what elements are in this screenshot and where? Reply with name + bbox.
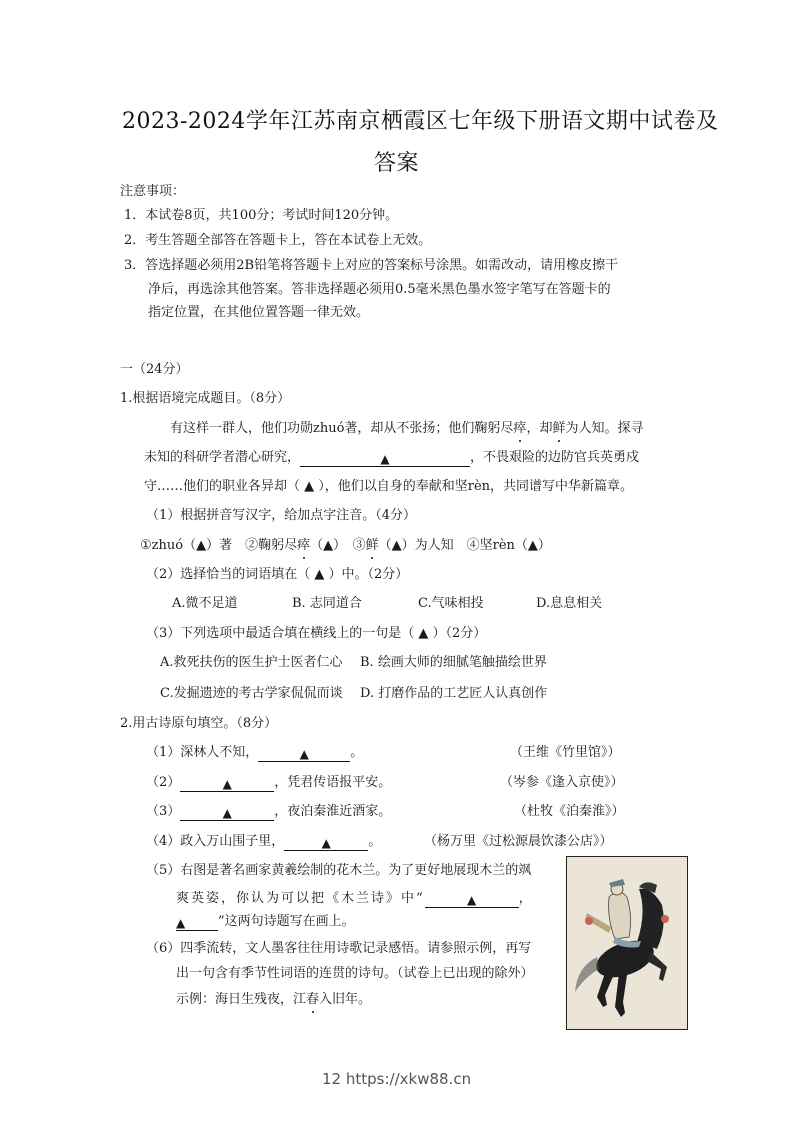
question-2-heading: 2.用古诗原句填空。（8分）: [120, 716, 278, 731]
document-title-line1: 2023-2024学年江苏南京栖霞区七年级下册语文期中试卷及: [122, 109, 719, 134]
answer-blank[interactable]: ▲: [425, 891, 519, 908]
poem-fill-item: [146, 774, 391, 792]
answer-blank[interactable]: ▲: [180, 775, 274, 792]
answer-blank[interactable]: ▲: [258, 745, 350, 762]
question-1-heading: 1.根据语境完成题目。（8分）: [120, 391, 291, 406]
passage-line-3: 守……他们的职业各异却（ ▲ ），他们以自身的奉献和坚rèn，共同谱写中华新篇章。: [144, 479, 634, 494]
item-text: （▲） ③: [310, 538, 366, 553]
item-5-line3: [176, 913, 355, 931]
poem-source: （杨万里《过松源晨饮漆公店》）: [424, 834, 613, 849]
emphasis-dot-char: 瘁: [513, 421, 527, 436]
answer-blank[interactable]: ▲: [176, 914, 218, 931]
poem-text: ，夜泊秦淮近酒家。: [274, 804, 392, 819]
notice-item-cont: 净后，再选涂其他答案。答非选择题必须用0.5毫米黑色墨水签字笔写在答题卡的: [148, 282, 611, 297]
poem-text: 。: [368, 834, 382, 849]
item-5-line1: （5）右图是著名画家黄羲绘制的花木兰。为了更好地展现木兰的飒: [146, 863, 532, 878]
option-d[interactable]: D.息息相关: [536, 596, 603, 611]
subquestion-2-prompt: （2）选择恰当的词语填在（ ▲ ）中。（2分）: [146, 567, 409, 582]
poem-source: （王维《竹里馆》）: [510, 745, 621, 760]
answer-blank[interactable]: ▲: [300, 450, 470, 467]
item-text: ”这两句诗题写在画上。: [218, 914, 355, 929]
document-title-line2: 答案: [374, 151, 420, 176]
item-6-line1: （6）四季流转，文人墨客往往用诗歌记录感悟。请参照示例，再写: [146, 941, 532, 956]
notice-heading: 注意事项：: [120, 184, 186, 199]
poem-text: （3）: [146, 804, 181, 819]
item-text: 示例：海日生残夜，江: [176, 992, 307, 1007]
poem-text: ，凭君传语报平安。: [274, 775, 392, 790]
poem-source: （杜牧《泊秦淮》）: [514, 804, 625, 819]
page-footer: [322, 1070, 471, 1088]
notice-item: 3．答选择题必须用2B铅笔将答题卡上对应的答案标号涂黑。如需改动，请用橡皮擦干: [124, 258, 619, 273]
poem-source: （岑参《逢入京使》）: [500, 775, 624, 790]
emphasis-dot-char: 春: [306, 992, 320, 1007]
footer-url-link[interactable]: https://xkw88.cn: [345, 1070, 472, 1088]
answer-blank[interactable]: ▲: [180, 804, 274, 821]
passage-text: 为人知。探寻: [565, 421, 644, 436]
option-b[interactable]: B. 志同道合: [292, 596, 362, 611]
poem-fill-item: [146, 744, 363, 762]
passage-line-2: [144, 449, 639, 467]
subquestion-3-prompt: （3）下列选项中最适合填在横线上的一句是（ ▲ ）（2分）: [146, 626, 487, 641]
item-5-line2: [176, 890, 534, 908]
passage-line-1: [170, 420, 643, 438]
item-6-line2: 出一句含有季节性词语的连贯的诗句。（试卷上已出现的除外）: [176, 966, 534, 981]
section-heading: 一（24分）: [120, 362, 189, 377]
notice-item: 1．本试卷8页，共100分；考试时间120分钟。: [124, 208, 399, 223]
emphasis-dot-char: 鲜: [365, 538, 379, 553]
item-6-line3: [176, 991, 371, 1009]
option-a[interactable]: A.救死扶伤的医生护士医者仁心: [160, 655, 343, 670]
emphasis-dot-char: 鲜: [552, 421, 566, 436]
subquestion-1-prompt: （1）根据拼音写汉字，给加点字注音。（4分）: [146, 508, 417, 523]
poem-text: （1）深林人不知，: [146, 745, 259, 760]
option-c[interactable]: C.发掘遗迹的考古学家侃侃而谈: [160, 686, 343, 701]
item-text: ①zhuó（▲）著 ②鞠躬尽: [140, 538, 298, 553]
poem-fill-item: [146, 803, 391, 821]
item-text: 入旧年。: [319, 992, 372, 1007]
subquestion-1-items: [140, 537, 551, 555]
notice-item-cont: 指定位置，在其他位置答题一律无效。: [148, 305, 370, 320]
item-text: （▲）为人知 ④坚rèn（▲）: [378, 538, 551, 553]
option-a[interactable]: A.微不足道: [172, 596, 238, 611]
option-c[interactable]: C.气味相投: [418, 596, 484, 611]
notice-item: 2．考生答题全部答在答题卡上，答在本试卷上无效。: [124, 233, 432, 248]
item-text: ，: [518, 891, 534, 906]
answer-blank[interactable]: ▲: [284, 834, 368, 851]
passage-text: 有这样一群人，他们功勋zhuó著，却从不张扬；他们鞠躬尽: [170, 421, 514, 436]
painting-illustration-icon: [567, 857, 687, 1029]
poem-text: 。: [350, 745, 364, 760]
poem-text: （2）: [146, 775, 181, 790]
poem-fill-item: [146, 833, 381, 851]
mulan-painting-image: [566, 856, 688, 1030]
page-number: 12: [322, 1070, 342, 1088]
option-d[interactable]: D. 打磨作品的工艺匠人认真创作: [360, 686, 548, 701]
poem-text: （4）政入万山围子里，: [146, 834, 285, 849]
passage-text: ，却: [526, 421, 553, 436]
emphasis-dot-char: 瘁: [297, 538, 311, 553]
passage-text: 未知的科研学者潜心研究，: [144, 450, 301, 465]
option-b[interactable]: B. 绘画大师的细腻笔触描绘世界: [360, 655, 547, 670]
passage-text: ，不畏艰险的边防官兵英勇戍: [470, 450, 640, 465]
item-text: 爽英姿，你认为可以把《木兰诗》中“: [176, 891, 425, 906]
